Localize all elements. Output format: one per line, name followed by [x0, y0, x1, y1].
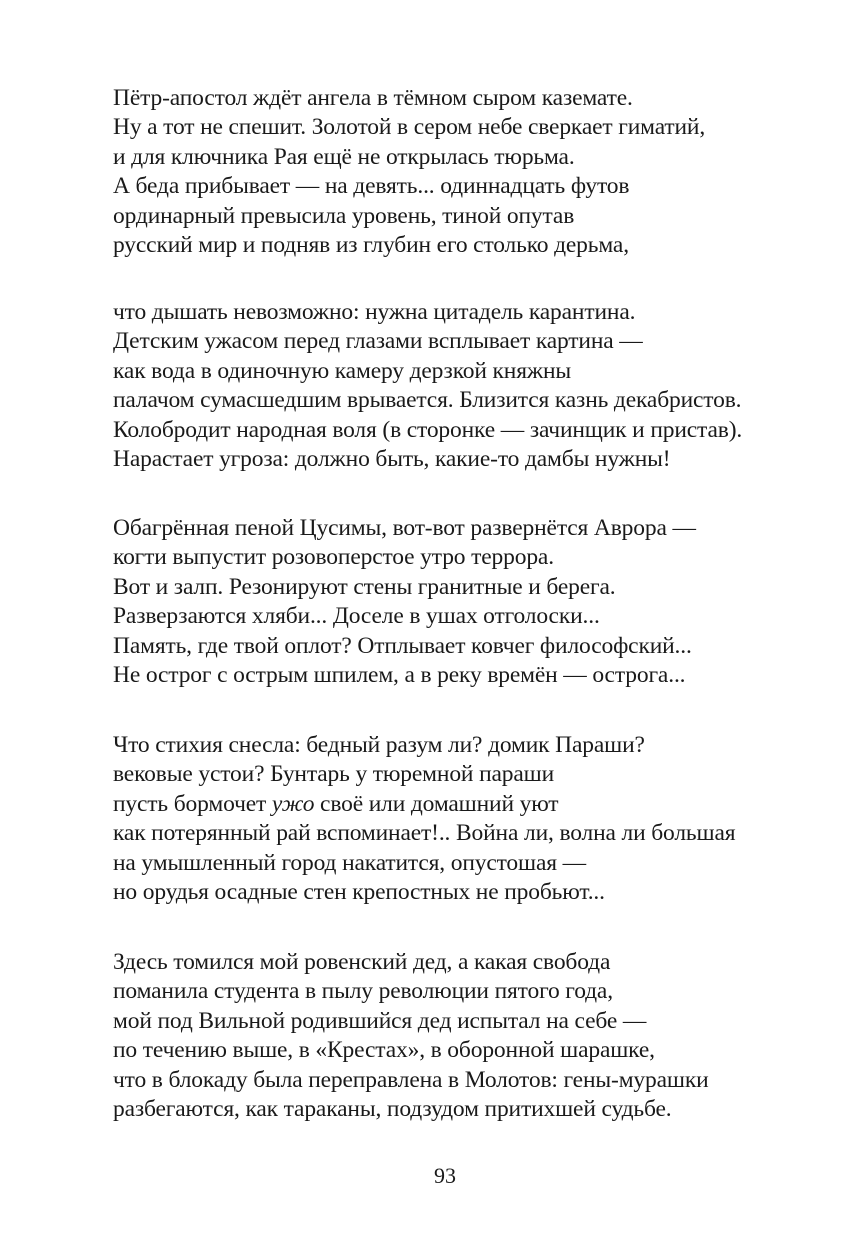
stanza-2	[113, 298, 853, 474]
page-number: 93	[434, 1163, 456, 1188]
poem-line: Что стихия снесла: бедный разум ли? домик Параши?	[113, 732, 645, 758]
poem-line: когти выпустит розовоперстое утро террора.	[113, 544, 554, 571]
poem-line: русский мир и подняв из глубин его столько дерьма,	[113, 231, 629, 258]
poem-line	[113, 790, 853, 819]
poem-line: Обагрённая пеной Цусимы, вот-вот развернётся Аврора —	[113, 515, 696, 541]
poem-line: Нарастает угроза: должно быть, какие-то дамбы нужны!	[113, 445, 671, 472]
poem-line: Память, где твой оплот? Отплывает ковчег философский...	[113, 632, 692, 659]
poem-line: что дышать невозможно: нужна цитадель карантина.	[113, 299, 636, 325]
poem-line: Вот и залп. Резонируют стены гранитные и берега.	[113, 573, 616, 600]
poem-line: как потерянный рай вспоминает!.. Война ли, волна ли большая	[113, 820, 736, 847]
poem-line: Пётр-апостол ждёт ангела в тёмном сыром каземате.	[113, 85, 633, 111]
poem-line: но орудья осадные стен крепостных не пробьют...	[113, 878, 605, 905]
stanza-3	[113, 514, 853, 690]
italic-word: ужо	[271, 790, 315, 817]
poem-line: Детским ужасом перед глазами всплывает картина —	[113, 328, 643, 355]
poem-line: на умышленный город накатится, опустошая —	[113, 849, 586, 876]
poem-line: Разверзаются хляби... Доселе в ушах отголоски...	[113, 603, 600, 630]
poem-line: вековые устои? Бунтарь у тюремной параши	[113, 761, 555, 788]
poem-line: что в блокаду была переправлена в Молотов: гены-мурашки	[113, 1066, 709, 1093]
line-text-start: пусть бормочет	[113, 790, 272, 817]
poem-line: разбегаются, как тараканы, подзудом притихшей судьбе.	[113, 1095, 672, 1122]
poem-line: и для ключника Рая ещё не открылась тюрьма.	[113, 143, 575, 170]
stanza-4	[113, 731, 853, 907]
stanza-1	[113, 84, 853, 260]
poem-line: палачом сумасшедшим врывается. Близится казнь декабристов.	[113, 387, 742, 414]
poem-line: А беда прибывает — на девять... одиннадцать футов	[113, 173, 630, 200]
poem-line: мой под Вильной родившийся дед испытал на себе —	[113, 1007, 647, 1034]
poem-line: Здесь томился мой ровенский дед, а какая свобода	[113, 949, 611, 975]
poem-line: как вода в одиночную камеру дерзкой княжны	[113, 357, 572, 384]
poem-line: по течению выше, в «Крестах», в оборонной шарашке,	[113, 1037, 655, 1064]
poem-line: Не острог с острым шпилем, а в реку времён — острога...	[113, 661, 686, 688]
poem-line: Колобродит народная воля (в сторонке — зачинщик и пристав).	[113, 416, 743, 443]
poem-line: Ну а тот не спешит. Золотой в сером небе сверкает гиматий,	[113, 114, 706, 141]
stanza-5	[113, 948, 853, 1124]
poem-line: ординарный превысила уровень, тиной опутав	[113, 202, 575, 229]
line-text-end: своё или домашний уют	[314, 790, 559, 817]
poem-line: поманила студента в пылу революции пятого года,	[113, 978, 613, 1005]
